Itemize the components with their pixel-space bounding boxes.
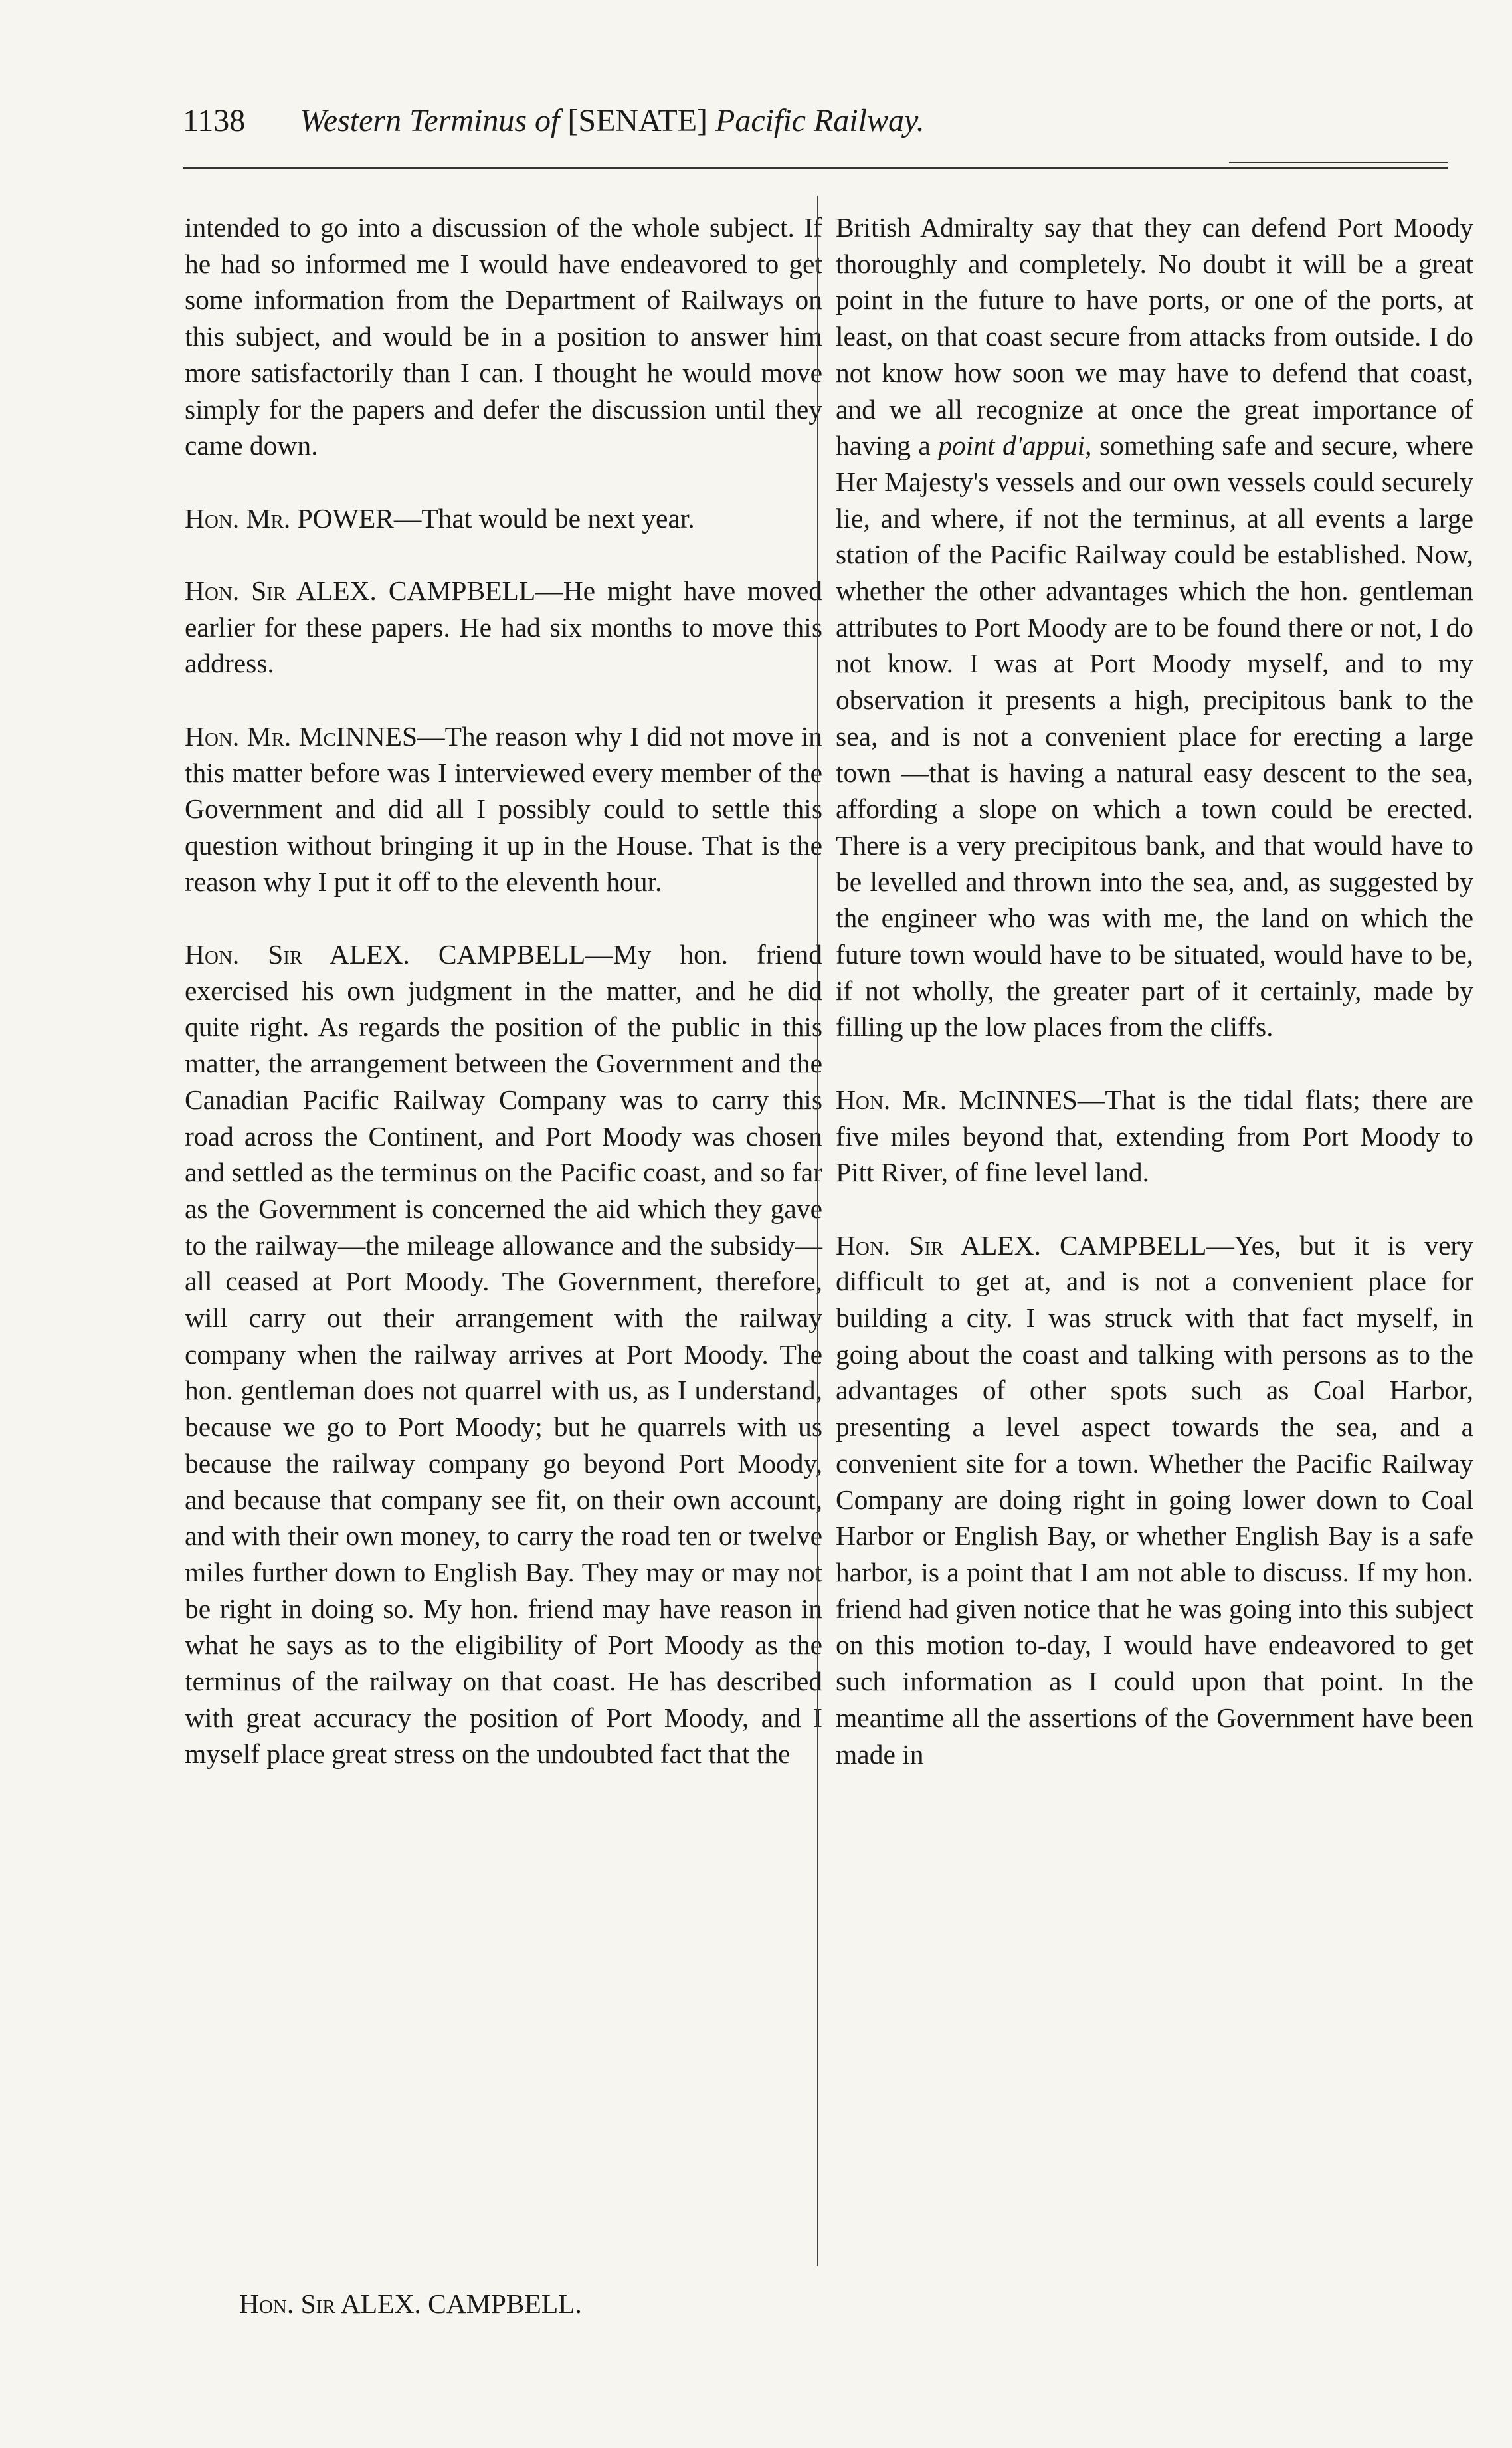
page-number: 1138 [183,103,246,138]
speaker-name: Hon. Mr. McINNES [836,1084,1078,1115]
catchword: Hon. Sir ALEX. CAMPBELL. [239,2289,582,2319]
speaker-name: Hon. Sir ALEX. CAMPBELL [185,939,586,969]
speaker-name: Hon. Sir ALEX. CAMPBELL [836,1229,1207,1261]
paragraph-text: intended to go into a discussion of the whole subject. If he had so informed me I would have endeavored to get some information from the Department of Railways on this subject, and would be in a position to answer him more satisfactorily than I can. I thought he would move simply for the papers and defer the discussion until they came down. [185,212,822,461]
paragraph-text: —Yes, but it is very difficult to get at, and is not a convenient place for building a city. I was struck with that fact myself, in going about the coast and talking with persons as to the advantages of other spots such as Coal Harbor, presenting a level aspect towards the sea, and a convenient site for a town. Whether the Pacific Railway Company are doing right in going lower down to Coal Harbor or English Bay, or whether English Bay is a safe harbor, is a point that I am not able to discuss. If my hon. friend had given notice that he was going into this subject on this motion to-day, I would have endeavored to get such information as I could upon that point. In the meantime all the assertions of the Government have been made in [836,1229,1473,1770]
paragraph-text: British Admiralty say that they can defend Port Moody thoroughly and completely. No doubt it will be a great point in the future to have ports, or one of the ports, at least, on that coast secure from attacks from outside. I do not know how soon we may have to defend that coast, and we all recognize at once the great importance of having a [836,212,1473,461]
paragraph-text: —That is the tidal flats; there are five miles beyond that, extending from Port Moody to Pitt River, of fine level land. [836,1084,1473,1188]
speaker-name: Hon. Mr. McINNES [185,720,418,752]
paragraph [185,573,822,682]
running-header [183,94,1445,148]
speaker-name: Hon. Mr. POWER [185,502,394,534]
paragraph [836,1227,1473,1773]
header-title-left: Western Terminus of [300,103,560,138]
paragraph [836,209,1473,1045]
header-rule [183,167,1448,169]
left-column [185,209,822,1772]
paragraph-text: , something safe and secure, where Her Majesty's vessels and our own vessels could securely lie, and where, if not the terminus, at all events a large station of the Pacific Railway could be established. Now, whether the other advantages which the hon. gentleman attributes to Port Moody are to be found there or not, I do not know. I was at Port Moody myself, and to my observation it presents a high, precipitous bank to the sea, and is not a convenient place for erecting a large town —that is having a natural easy descent to the sea, affording a slope on which a town could be erected. There is a very precipitous bank, and that would have to be levelled and thrown into the sea, and, as suggested by the engineer who was with me, the land on which the future town would have to be situated, would have to be, if not wholly, the greater part of it certainly, made by filling up the low places from the cliffs. [836,430,1474,1043]
paragraph-text: —My hon. friend exercised his own judgment in the matter, and he did quite right. As regards the position of the public in this matter, the arrangement between the Government and the Canadian Pacific Railway Company was to carry this road across the Continent, and Port Moody was chosen and settled as the terminus on the Pacific coast, and so far as the Government is concerned the aid which they gave to the railway—the mileage allowance and the subsidy—all ceased at Port Moody. The Government, therefore, will carry out their arrangement with the railway company when the railway arrives at Port Moody. The hon. gentleman does not quarrel with us, as I understand, because we go to Port Moody; but he quarrels with us because the railway company go beyond Port Moody, and because that company see fit, on their own account, and with their own money, to carry the road ten or twelve miles further down to English Bay. They may or may not be right in doing so. My hon. friend may have reason in what he says as to the eligibility of Port Moody as the terminus of the railway on that coast. He has described with great accuracy the position of Port Moody, and I myself place great stress on the undoubted fact that the [185,939,822,1770]
paragraph [185,209,822,464]
speaker-name: Hon. Sir ALEX. CAMPBELL [185,575,536,606]
paragraph-text: —He might have moved earlier for these papers. He had six months to move this address. [185,575,822,679]
header-title-right: Pacific Railway. [715,103,925,138]
header-rule-right [1229,162,1448,163]
header-title-mid: [SENATE] [567,103,708,138]
paragraph-text: —The reason why I did not move in this matter before was I interviewed every member of the Government and did all I possibly could to settle this question without bringing it up in the House. That is the reason why I put it off to the eleventh hour. [185,720,822,897]
paragraph [185,718,822,900]
italic-phrase: point d'appui [938,430,1086,461]
paragraph [185,500,822,537]
paragraph [836,1082,1473,1191]
column-divider [817,196,818,2266]
paragraph-text: —That would be next year. [393,502,695,534]
paragraph [185,936,822,1772]
right-column [836,209,1473,1772]
